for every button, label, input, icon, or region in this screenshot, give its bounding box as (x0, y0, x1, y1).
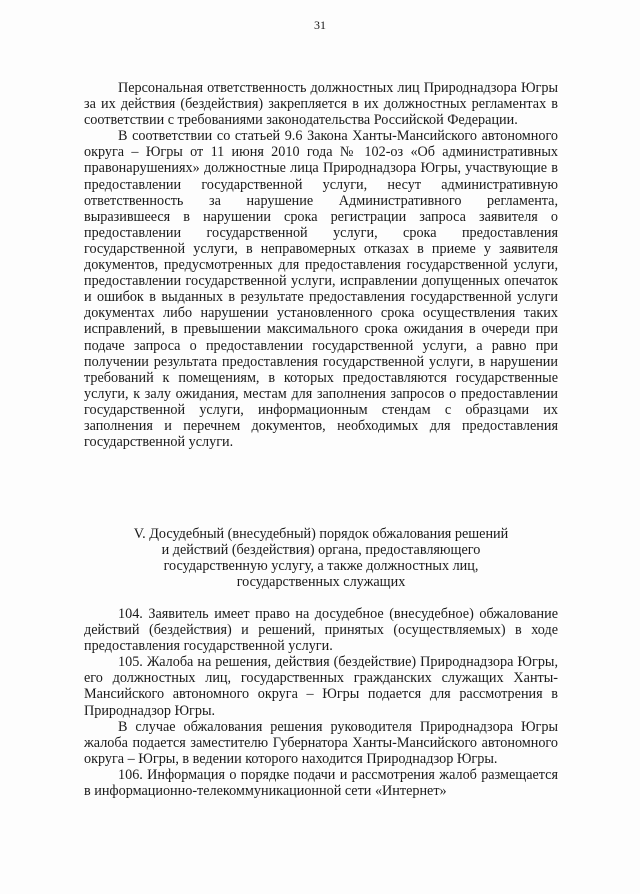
section-heading-line: государственную услугу, а также должностных лиц, (163, 558, 479, 575)
appeal-section (84, 606, 558, 799)
paragraph-105-continued: В случае обжалования решения руководителя Природнадзора Югры жалоба подается заместителю Губернатора Ханты-Мансийского автономного округа – Югры, в ведении которого находится Природнадзор Югры. (84, 718, 558, 767)
section-heading (84, 526, 558, 590)
paragraph-administrative-liability: В соответствии со статьей 9.6 Закона Ханты-Мансийского автономного округа – Югры от 11 июня 2010 года № 102-оз «Об административных правонарушениях» должностные лица Природнадзора Югры, участвующие в предоставлении государственной услуги, несут административную ответственность за нарушение Административного регламента, выразившееся в нарушении срока регистрации запроса заявителя о предоставлении государственной услуги, срока предоставления государственной услуги, в неправомерных отказах в приеме у заявителя документов, предусмотренных для предоставления государственной услуги, предоставлении государственной услуги, исправлении допущенных опечаток и ошибок в выданных в результате предоставления государственной услуги документах либо нарушении установленного срока осуществления таких исправлений, в превышении максимального срока ожидания в очереди при подаче запроса о предоставлении государственной услуги, а равно при получении результата предоставления государственной услуги, в нарушении требований к помещениям, в которых предоставляются государственные услуги, к залу ожидания, местам для заполнения запросов о предоставлении государственной услуги, информационным стендам с образцами их заполнения и перечнем документов, необходимых для предоставления государственной услуги. (84, 128, 558, 451)
paragraph-105: 105. Жалоба на решения, действия (бездействие) Природнадзора Югры, его должностных лиц, государственных гражданских служащих Ханты-Мансийского автономного округа – Югры подается для рассмотрения в Природнадзор Югры. (84, 654, 558, 719)
section-heading-line: V. Досудебный (внесудебный) порядок обжалования решений (133, 526, 509, 542)
section-heading-line: и действий (бездействия) органа, предоставляющего (161, 542, 481, 559)
paragraph-104: 104. Заявитель имеет право на досудебное (внесудебное) обжалование действий (бездействия) и решений, принятых (осуществляемых) в ходе предоставления государственной услуги. (84, 606, 558, 655)
page-number: 31 (314, 18, 326, 32)
paragraph-personal-responsibility: Персональная ответственность должностных лиц Природнадзора Югры за их действия (бездействия) закрепляется в их должностных регламентах в соответствии с требованиями законодательства Российской Федерации. (84, 80, 558, 129)
section-heading-line: государственных служащих (236, 574, 406, 591)
paragraph-106: 106. Информация о порядке подачи и рассмотрения жалоб размещается в информационно-телекоммуникационной сети «Интернет» (84, 766, 558, 800)
responsibility-section (84, 80, 558, 450)
